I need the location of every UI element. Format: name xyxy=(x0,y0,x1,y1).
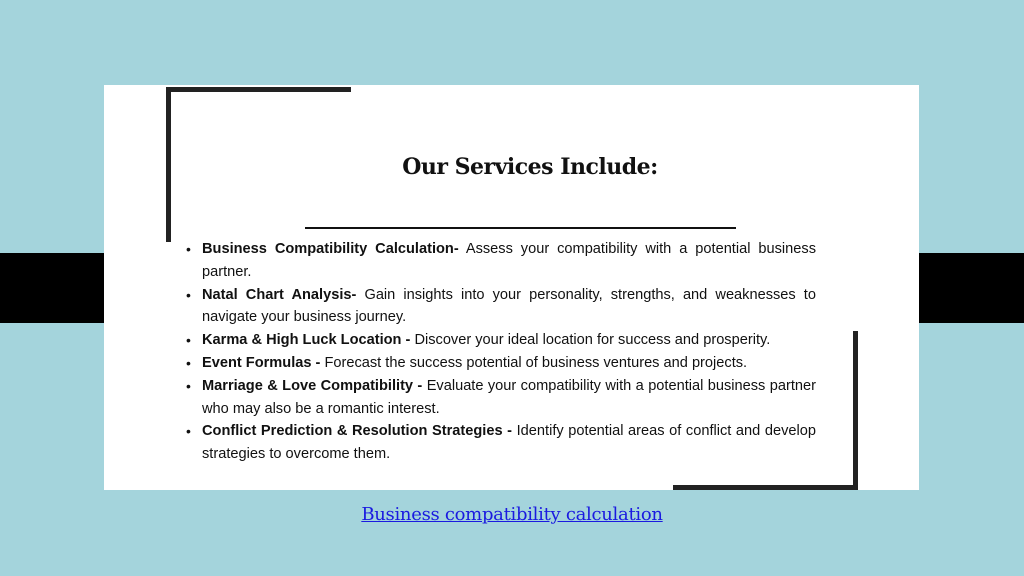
list-item-marriage-love xyxy=(186,375,816,421)
bullet-icon: • xyxy=(186,241,191,257)
top-left-bracket-vertical xyxy=(166,87,171,242)
service-description: Evaluate your compatibility with a potential business partner who may also be a romantic interest. xyxy=(202,377,816,417)
service-term: Conflict Prediction & Resolution Strategies - xyxy=(202,423,513,440)
service-description: Forecast the success potential of business ventures and projects. xyxy=(320,354,748,371)
service-term: Business Compatibility Calculation- xyxy=(202,241,459,257)
bullet-icon: • xyxy=(186,377,191,394)
service-description: Discover your ideal location for success and prosperity. xyxy=(410,332,771,349)
service-description: Assess your compatibility with a potential business partner. xyxy=(202,241,816,280)
service-description: Gain insights into your personality, strengths, and weaknesses to navigate your business journey. xyxy=(202,286,816,326)
service-term: Natal Chart Analysis- xyxy=(202,286,357,303)
service-term: Event Formulas - xyxy=(202,354,321,371)
list-item-event-formulas xyxy=(186,352,816,375)
bottom-right-bracket-vertical xyxy=(853,331,858,490)
bullet-icon: • xyxy=(186,354,191,371)
list-item-conflict-prediction xyxy=(186,420,816,466)
list-item-karma-location xyxy=(186,329,816,352)
right-accent-bar xyxy=(902,253,1024,323)
bullet-icon: • xyxy=(186,332,191,349)
top-left-bracket-horizontal xyxy=(166,87,351,92)
service-term: Karma & High Luck Location - xyxy=(202,332,411,349)
service-term: Marriage & Love Compatibility - xyxy=(202,377,423,394)
bottom-right-bracket-horizontal xyxy=(673,485,858,490)
services-list xyxy=(186,238,816,466)
list-item-natal-chart xyxy=(186,284,816,330)
bullet-icon: • xyxy=(186,286,191,303)
service-description: Identify potential areas of conflict and develop strategies to overcome them. xyxy=(202,423,816,463)
list-item-business-compatibility xyxy=(186,238,816,284)
page-title: Our Services Include: xyxy=(402,154,658,180)
business-compatibility-link[interactable]: Business compatibility calculation xyxy=(361,504,663,525)
title-underline-divider xyxy=(305,227,736,229)
bullet-icon: • xyxy=(186,423,191,440)
